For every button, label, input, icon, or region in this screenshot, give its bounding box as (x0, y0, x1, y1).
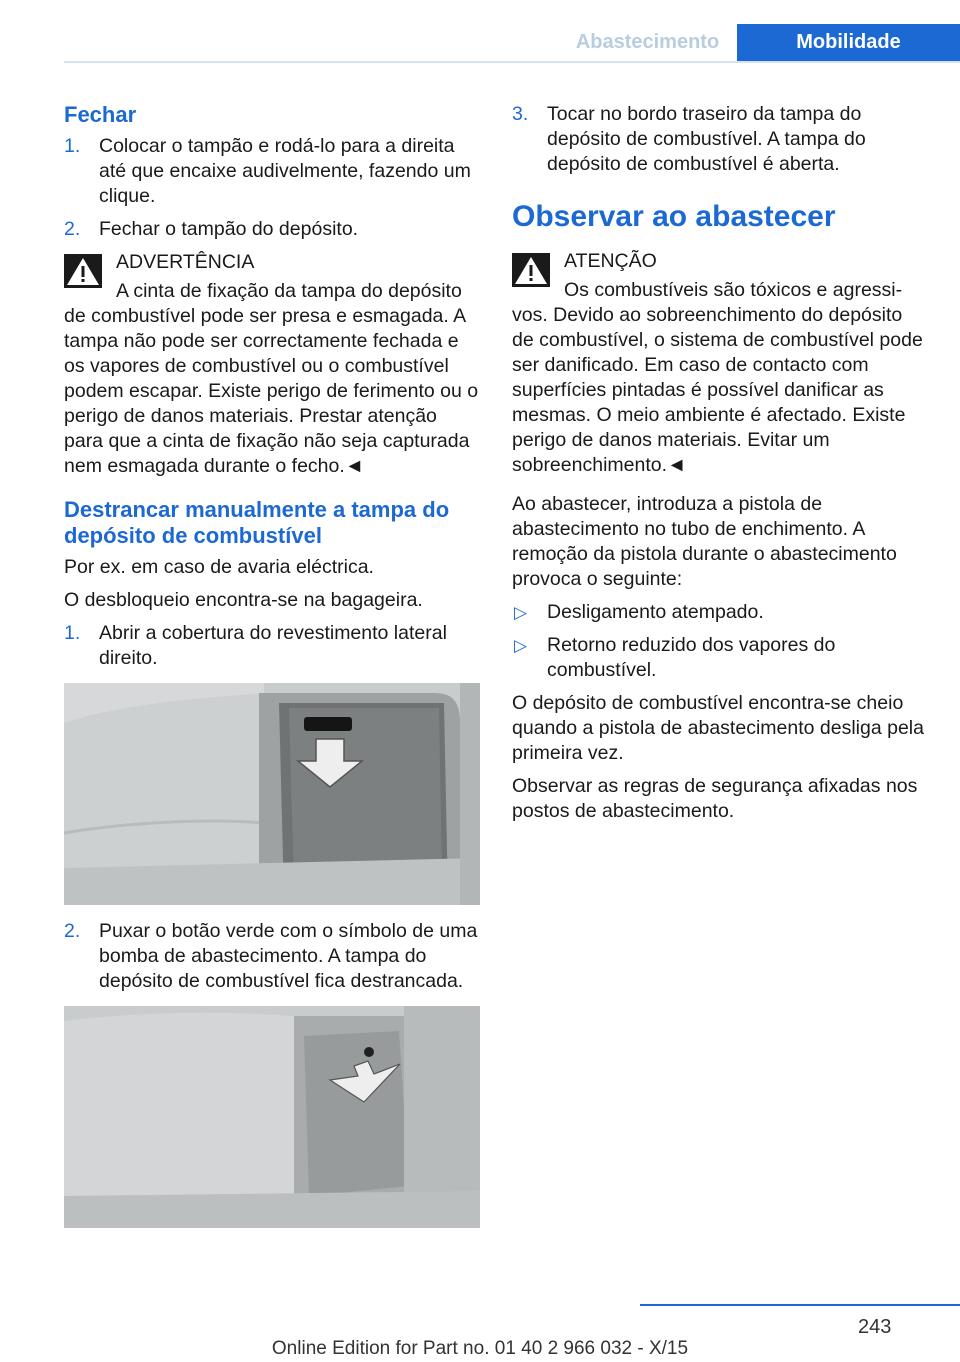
caution-box (512, 249, 928, 478)
manual-step-2 (64, 919, 480, 994)
warning-body: de combustível pode ser presa e esmagada. A tampa não pode ser correctamente fechada e os vapores de combustível ou o combustível podem escapar. Existe perigo de ferimento ou o perigo de danos materiais. Prestar atenção para que a cinta de fixação não seja capturada nem esmagada durante o fecho.◄ (64, 305, 479, 477)
warning-first-line: A cinta de fixação da tampa do depósito (116, 280, 462, 302)
fuel-release-button-photo (64, 1006, 480, 1228)
step-text: Abrir a cobertura do revestimento lateral direito. (99, 622, 447, 669)
paragraph: Observar as regras de segurança afixadas nos postos de abastecimento. (512, 775, 918, 822)
warning-box (64, 250, 480, 479)
step-number: 1. (64, 135, 81, 157)
step-number: 1. (64, 622, 81, 644)
triangle-bullet-icon: ▷ (514, 636, 528, 655)
trunk-side-panel-photo (64, 683, 480, 905)
step-number: 3. (512, 103, 529, 125)
header-chapter-tab[interactable]: Mobilidade (737, 24, 960, 61)
step-number: 2. (64, 920, 81, 942)
step-text: Colocar o tampão e rodá-lo para a direita até que encaixe audivelmente, fazendo um clique. (99, 135, 471, 207)
heading-observe: Observar ao abastecer (512, 200, 836, 233)
warning-triangle-icon (512, 253, 550, 287)
paragraph: Por ex. em caso de avaria eléctrica. (64, 556, 374, 578)
warning-title: ADVERTÊNCIA (116, 251, 255, 273)
page-number: 243 (858, 1316, 892, 1338)
triangle-bullet-icon: ▷ (514, 603, 528, 622)
manual-step-3 (512, 102, 928, 177)
step-number: 2. (64, 218, 81, 240)
caution-title: ATENÇÃO (564, 250, 657, 272)
bullet-item (512, 600, 928, 625)
close-step-1 (64, 134, 480, 209)
paragraph: O depósito de combustível encontra-se cheio quando a pistola de abastecimento desliga pela primeira vez. (512, 692, 924, 764)
footer-rule (640, 1304, 960, 1306)
caution-first-line: Os combustíveis são tóxicos e agressi- (564, 279, 903, 301)
header-section-tab[interactable]: Abastecimento (575, 31, 720, 53)
close-step-2 (64, 217, 480, 242)
paragraph: Ao abastecer, introduza a pistola de abastecimento no tubo de enchimento. A remoção da pistola durante o abastecimento provoca o seguinte: (512, 493, 897, 590)
bullet-item (512, 633, 928, 683)
step-text: Tocar no bordo traseiro da tampa do depósito de combustível. A tampa do depósito de combustível é aberta. (547, 103, 866, 175)
bullet-text: Desligamento atempado. (547, 601, 764, 623)
warning-triangle-icon (64, 254, 102, 288)
left-column (64, 102, 480, 1242)
heading-manual-unlock: Destrancar manualmente a tampa do depósito de combustível (64, 497, 450, 548)
header-rule (64, 61, 960, 63)
paragraph: O desbloqueio encontra-se na bagageira. (64, 589, 423, 611)
manual-step-1 (64, 621, 480, 671)
caution-body: vos. Devido ao sobreenchimento do depósito de combustível, o sistema de combustível pode ser danificado. Em caso de contacto com superfícies pintadas é possível danificar as mesmas. O meio ambiente é afectado. Existe perigo de danos materiais. Evitar um sobreenchimento.◄ (512, 304, 923, 476)
heading-close: Fechar (64, 102, 137, 127)
right-column (512, 102, 928, 832)
footer-edition: Online Edition for Part no. 01 40 2 966 032 - X/15 (271, 1338, 689, 1359)
step-text: Puxar o botão verde com o símbolo de uma bomba de abastecimento. A tampa do depósito de combustível fica destrancada. (99, 920, 478, 992)
step-text: Fechar o tampão do depósito. (99, 218, 359, 240)
bullet-text: Retorno reduzido dos vapores do combustível. (547, 634, 836, 681)
